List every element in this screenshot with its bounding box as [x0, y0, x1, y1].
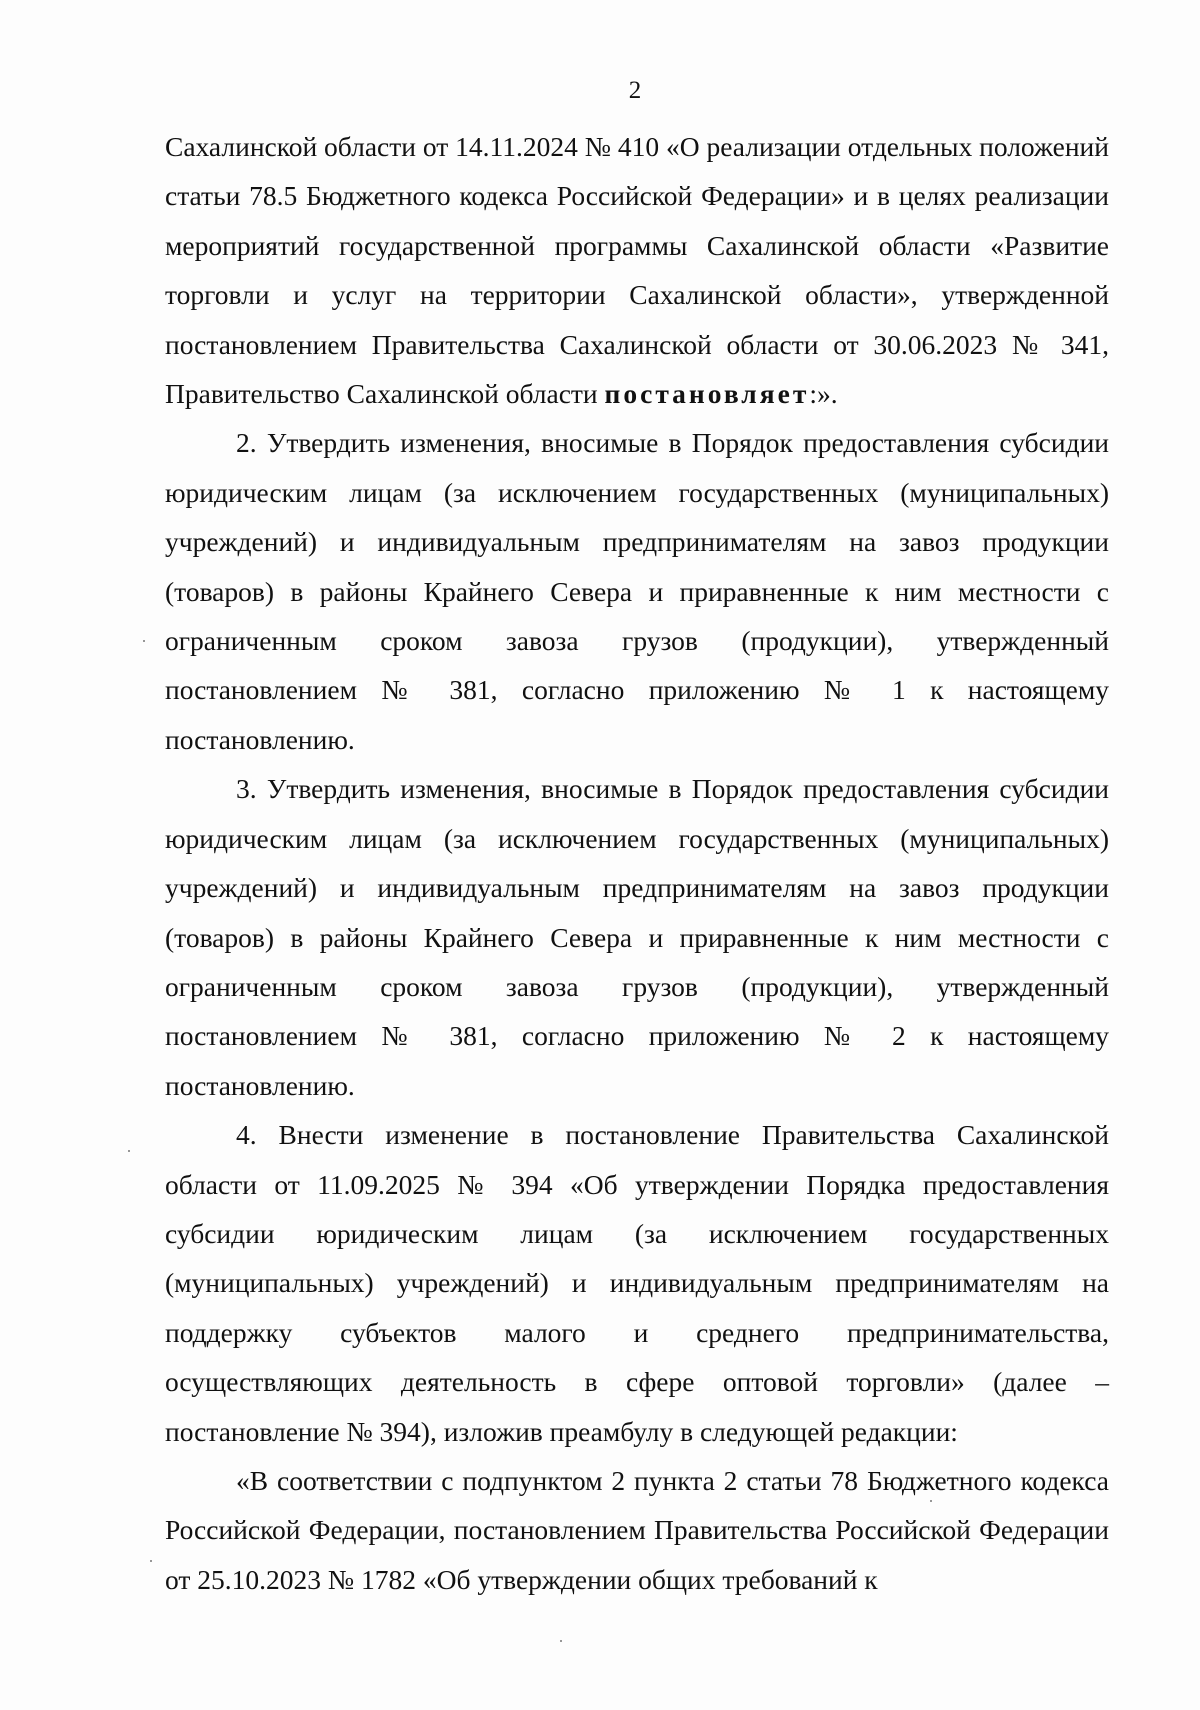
paragraph-item-4: 4. Внести изменение в постановление Правительства Сахалинской области от 11.09.2025 № 394 «Об утверждении Порядка предоставления субсидии юридическим лицам (за исключением государственных (муниципальных) учреждений) и индивидуальным предпринимателям на поддержку субъектов малого и среднего предпринимательства, осуществляющих деятельность в сфере оптовой торговли» (далее – постановление № 394), изложив преамбулу в следующей редакции: — [165, 1119, 1109, 1447]
scan-speck — [143, 640, 145, 642]
resolution-keyword: постановляет — [604, 378, 810, 410]
scan-speck — [128, 1150, 130, 1152]
paragraph-text: Сахалинской области от 14.11.2024 № 410 «О реализации отдельных положений статьи 78.5 Бюджетного кодекса Российской Федерации» и в целях реализации мероприятий государственной программы Сахалинской области «Развитие торговли и услуг на территории Сахалинской области», утвержденной постановлением Правительства Сахалинской области от 30.06.2023 № 341, Правительство Сахалинской области — [165, 131, 1109, 410]
paragraph-item-3: 3. Утвердить изменения, вносимые в Порядок предоставления субсидии юридическим лицам (за исключением государственных (муниципальных) учреждений) и индивидуальным предпринимателям на завоз продукции (товаров) в районы Крайнего Севера и приравненные к ним местности с ограниченным сроком завоза грузов (продукции), утвержденный постановлением № 381, согласно приложению № 2 к настоящему постановлению. — [165, 773, 1109, 1101]
paragraph-preamble-quote: «В соответствии с подпунктом 2 пункта 2 статьи 78 Бюджетного кодекса Российской Федерации, постановлением Правительства Российской Федерации от 25.10.2023 № 1782 «Об утверждении общих требований к — [165, 1464, 1109, 1595]
paragraph-continuation — [165, 122, 1109, 418]
scan-speck — [930, 1500, 932, 1502]
scan-speck — [560, 1640, 562, 1642]
paragraph-item-2: 2. Утвердить изменения, вносимые в Порядок предоставления субсидии юридическим лицам (за исключением государственных (муниципальных) учреждений) и индивидуальным предпринимателям на завоз продукции (товаров) в районы Крайнего Севера и приравненные к ним местности с ограниченным сроком завоза грузов (продукции), утвержденный постановлением № 381, согласно приложению № 1 к настоящему постановлению. — [165, 427, 1109, 755]
document-body — [165, 122, 1109, 1604]
scan-speck — [150, 1560, 152, 1562]
paragraph-ending: :». — [809, 378, 838, 410]
page-number: 2 — [628, 77, 642, 104]
